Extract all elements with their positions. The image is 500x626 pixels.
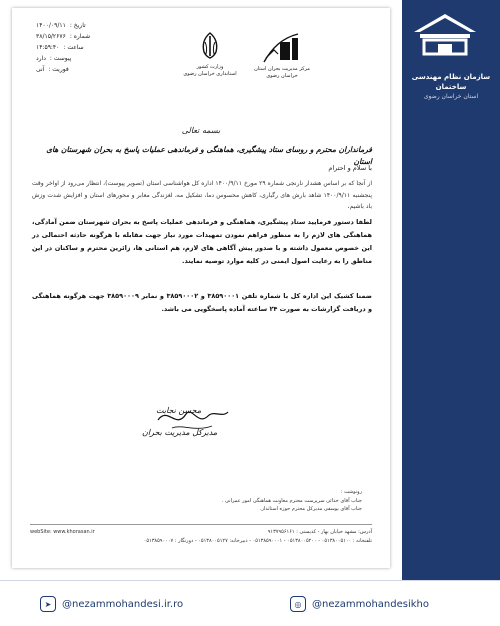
footer-address: آدرس: مشهد خیابان بهار - کدپستی : ۹۱۳۷۹۵۶۱۶۱ bbox=[267, 529, 372, 535]
letter-document bbox=[12, 8, 390, 568]
meta-date: تاریخ : ۱۴۰۰/۰۹/۱۱ bbox=[36, 22, 86, 29]
letter-paragraph-1: از آنجا که بر اساس هشدار نارنجی شماره ۲۹ مورخ ۱۴۰۰/۹/۱۱ اداره کل هواشناسی استان (تصویر پیوست)، انتظار می‌رود از اواخر وقت پنجشنبه ۱۴۰۰/۹/۱۱ شاهد بارش های رگباری، کاهش محسوس دما، تشکیل مه، لغزندگی معابر و محورهای استان و افزایش شدت وزش باد باشیم، bbox=[32, 180, 373, 210]
meta-attachment: پیوست : دارد bbox=[36, 55, 72, 62]
instagram-link[interactable] bbox=[290, 596, 429, 612]
iran-emblem-icon bbox=[194, 30, 226, 62]
cc-line-1: جناب آقای خدائی سرپرست محترم معاونت هماهنگی امور عمرانی . bbox=[221, 497, 362, 504]
org-name: سازمان نظام مهندسی ساختمان bbox=[411, 73, 491, 91]
meta-priority: فوریت : آنی bbox=[36, 66, 69, 73]
crisis-center-logo-icon bbox=[258, 28, 306, 68]
footer-website: webSite: www.khorasan.ir bbox=[30, 529, 95, 535]
letter-footer bbox=[30, 528, 372, 546]
cc-title: رونوشت : bbox=[340, 489, 362, 495]
cc-list bbox=[62, 488, 362, 514]
org-side-panel bbox=[402, 0, 500, 580]
org-province: استان خراسان رضوی bbox=[423, 93, 479, 100]
footer-phones: تلفنخانه : ۰۵۱۳۸۰۰۵۱۰۰ - ۰۵۱۳۸۰۰۵۲۰۰ - ۰۵۱۳۸۵۹۰۰۰۱ - دبیرخانه: ۰۵۱۳۸۰۰۵۱۲۷ - دورنگار : ۰۵۱۳۸۵۹۰۰۰۷ bbox=[143, 538, 372, 544]
letter-greeting: با سلام و احترام bbox=[328, 164, 372, 172]
crisis-center-caption: مرکز مدیریت بحران استان خراسان رضوی bbox=[254, 66, 310, 79]
instagram-handle: @nezammohandesikho bbox=[312, 598, 430, 610]
instagram-icon: ◎ bbox=[290, 596, 306, 612]
signer-name: محسن نجابت bbox=[156, 406, 202, 415]
letter-meta bbox=[36, 20, 156, 75]
org-logo-icon bbox=[410, 10, 480, 62]
telegram-handle: @nezammohandesi.ir.ro bbox=[62, 598, 184, 610]
letter-addressee: فرمانداران محترم و روسای ستاد پیشگیری، هماهنگی و فرماندهی عملیات پاسخ به بحران شهرستان های استان bbox=[46, 145, 372, 166]
footer-divider bbox=[30, 524, 372, 525]
emblem-caption: وزارت کشور استانداری خراسان رضوی bbox=[183, 64, 237, 77]
letter-paragraph-3: ضمنا کشیک این اداره کل با شماره تلفن ۳۸۵۹۰۰۰۱ و ۳۸۵۹۰۰۰۲ و نمابر ۳۸۵۹۰۰۰۹ جهت هرگونه هماهنگی و دریافت گزارشات به صورت ۲۴ ساعته آماده پاسخگویی می باشد. bbox=[32, 292, 372, 313]
bismillah: بسمه تعالی bbox=[181, 126, 221, 135]
telegram-link[interactable] bbox=[40, 596, 183, 612]
telegram-icon: ➤ bbox=[40, 596, 56, 612]
cc-line-2: جناب آقای یوسفی مدیرکل محترم حوزه استاندار. bbox=[259, 506, 362, 512]
meta-time: ساعت : ۱۴:۵۹:۴۰ bbox=[36, 44, 84, 51]
org-logo-block bbox=[410, 10, 492, 101]
letter-paragraph-2: لطفا دستور فرمایید ستاد پیشگیری، هماهنگی و فرماندهی عملیات پاسخ به بحران شهرستان ضمن آمادگی، هماهنگی های لازم را به منظور فراهم نمودن تمهیدات مورد نیاز جهت مقابله با هرگونه حادثه احتمالی در این خصوص معمول داشته و با صدور پیش آگاهی های لازم، هم استانی ها، زائرین محترم و ساکنان در این مناطق را به رعایت اصول ایمنی در کلیه موارد توصیه نمایند. bbox=[32, 218, 372, 265]
signer-title: مدیرکل مدیریت بحران bbox=[142, 428, 218, 437]
meta-number: شماره : ۳۸/۱۵/۲۶۷۶ bbox=[36, 33, 91, 40]
